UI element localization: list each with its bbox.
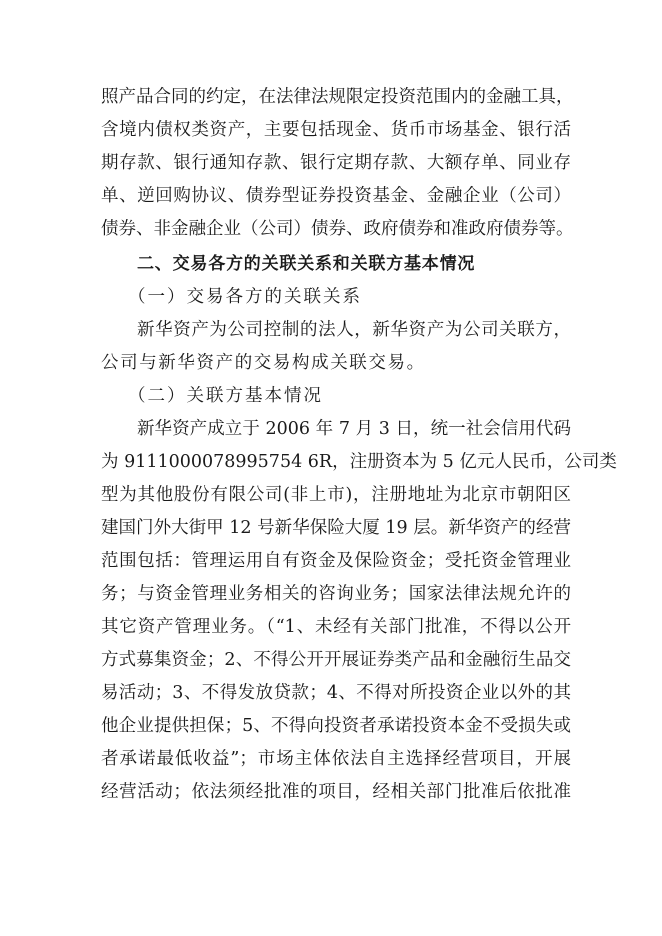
paragraph-line: 公司与新华资产的交易构成关联交易。: [101, 353, 426, 373]
paragraph-line: 他企业提供担保；5、不得向投资者承诺投资本金不受损失或: [101, 716, 571, 736]
subsection-heading: （一）交易各方的关联关系: [128, 287, 362, 307]
paragraph-line: 期存款、银行通知存款、银行定期存款、大额存单、同业存: [101, 153, 571, 173]
paragraph-line: 方式募集资金；2、不得公开开展证券类产品和金融衍生品交: [101, 650, 571, 670]
paragraph-line: 单、逆回购协议、债券型证券投资基金、金融企业（公司）: [101, 186, 571, 206]
paragraph-line: 为 9111000078995754 6R，注册资本为 5 亿元人民币，公司类: [101, 452, 617, 472]
paragraph-line: 者承诺最低收益”；市场主体依法自主选择经营项目，开展: [101, 749, 571, 769]
paragraph-line: 新华资产成立于 2006 年 7 月 3 日，统一社会信用代码: [137, 419, 571, 439]
paragraph-line: 范围包括：管理运用自有资金及保险资金；受托资金管理业: [101, 551, 571, 571]
paragraph-line: 其它资产管理业务。（“1、未经有关部门批准，不得以公开: [101, 617, 571, 637]
paragraph-line: 务；与资金管理业务相关的咨询业务；国家法律法规允许的: [101, 584, 571, 604]
paragraph-line: 照产品合同的约定，在法律法规限定投资范围内的金融工具，: [101, 87, 574, 107]
section-heading: 二、交易各方的关联关系和关联方基本情况: [137, 254, 476, 274]
paragraph-line: 含境内债权类资产，主要包括现金、货币市场基金、银行活: [101, 120, 571, 140]
paragraph-line: 型为其他股份有限公司(非上市)，注册地址为北京市朝阳区: [101, 485, 571, 505]
paragraph-line: 新华资产为公司控制的法人，新华资产为公司关联方，: [137, 320, 571, 340]
paragraph-line: 易活动；3、不得发放贷款；4、不得对所投资企业以外的其: [101, 683, 571, 703]
paragraph-line: 建国门外大街甲 12 号新华保险大厦 19 层。新华资产的经营: [101, 518, 571, 538]
paragraph-line: 经营活动；依法须经批准的项目，经相关部门批准后依批准: [101, 782, 571, 802]
subsection-heading: （二）关联方基本情况: [128, 386, 323, 406]
paragraph-line: 债券、非金融企业（公司）债券、政府债券和准政府债券等。: [101, 219, 574, 239]
